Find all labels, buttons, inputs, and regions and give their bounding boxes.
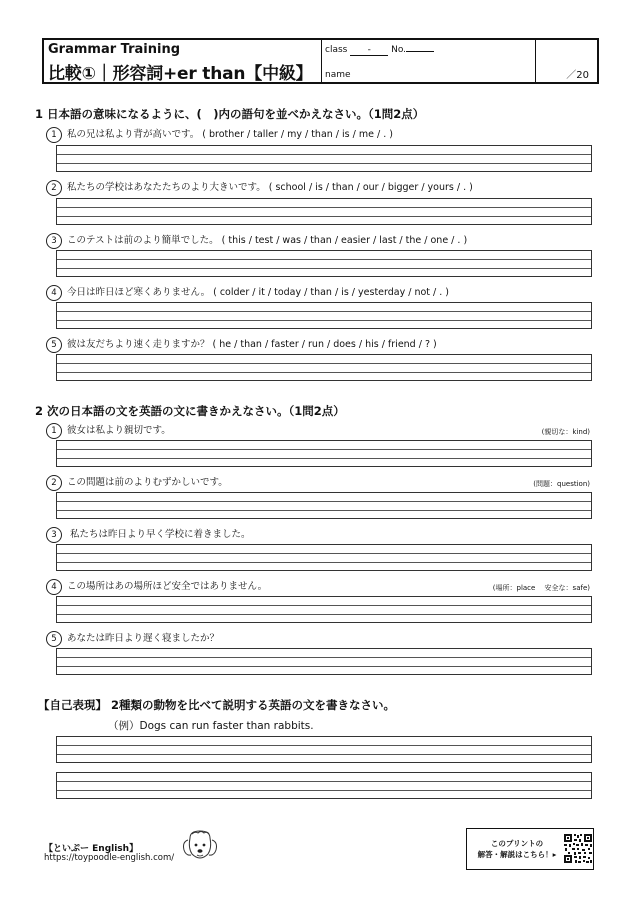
answer-lines[interactable] [56, 302, 592, 329]
worksheet-subtitle: Grammar Training [48, 42, 181, 57]
section2-heading: 2 次の日本語の文を英語の文に書きかえなさい。（1問2点） [35, 404, 345, 418]
question-number: 4 [46, 285, 62, 301]
answer-lines[interactable] [56, 354, 592, 381]
answer-lines[interactable] [56, 596, 592, 623]
promo-line-2: 解答・解説はこちら！▸ [477, 850, 557, 859]
site-url[interactable]: https://toypoodle-english.com/ [44, 853, 175, 863]
question-text: 私の兄は私より背が高いです。 ( brother / taller / my / than / is / me / . ) [67, 129, 393, 140]
s1-question [46, 179, 473, 196]
s1-question [46, 284, 449, 301]
s2-question [46, 630, 219, 647]
question-text: この場所はあの場所ほど安全ではありません。 [67, 581, 268, 592]
vocab-hint: (親切な：kind) [541, 428, 590, 436]
worksheet-header [42, 38, 599, 84]
question-number: 1 [46, 423, 62, 439]
question-text: 今日は昨日ほど寒くありません。 ( colder / it / today / than / is / yesterday / not / . ) [67, 287, 450, 298]
answer-lines[interactable] [56, 145, 592, 172]
promo-line-1: このプリントの [490, 839, 544, 848]
question-text: 彼女は私より親切です。 [67, 425, 171, 436]
s2-question [46, 526, 251, 543]
question-number: 2 [46, 180, 62, 196]
answer-lines[interactable] [56, 736, 592, 763]
qr-code-icon[interactable] [563, 833, 593, 864]
class-blank: - [350, 45, 388, 56]
answer-lines[interactable] [56, 772, 592, 799]
s1-question [46, 336, 437, 353]
answer-lines[interactable] [56, 544, 592, 571]
section1-heading: 1 日本語の意味になるように、( )内の語句を並べかえなさい。（1問2点） [35, 107, 425, 121]
student-info-cell [321, 40, 536, 82]
question-text: 私たちの学校はあなたたちのより大きいです。 ( school / is / than / our / bigger / yours / . ) [67, 182, 473, 193]
question-number: 3 [46, 527, 62, 543]
name-label: name [325, 70, 351, 80]
score-total: ／20 [566, 70, 589, 81]
s1-question [46, 232, 467, 249]
question-number: 1 [46, 127, 62, 143]
answer-lines[interactable] [56, 440, 592, 467]
title-cell [44, 40, 322, 82]
vocab-hint: (問題：question) [533, 480, 590, 488]
answer-key-link[interactable] [466, 828, 594, 870]
answer-lines[interactable] [56, 198, 592, 225]
s2-question [46, 474, 228, 491]
number-blank [406, 51, 434, 52]
answer-key-text [475, 838, 559, 860]
number-label: No. [391, 45, 407, 55]
answer-lines[interactable] [56, 492, 592, 519]
s2-question [46, 422, 171, 439]
answer-lines[interactable] [56, 648, 592, 675]
question-text: あなたは昨日より遅く寝ましたか？ [67, 633, 220, 644]
question-text: このテストは前のより簡単でした。 ( this / test / was / than / easier / last / the / one / . ) [67, 235, 468, 246]
question-number: 5 [46, 337, 62, 353]
class-label: class [325, 45, 348, 55]
vocab-hint: (場所：place 安全な：safe) [492, 584, 590, 592]
example-sentence: （例）Dogs can run faster than rabbits. [108, 720, 314, 732]
brand-name: 【といぷー English】 [44, 844, 139, 854]
question-number: 3 [46, 233, 62, 249]
poodle-logo-icon [180, 830, 220, 864]
question-number: 2 [46, 475, 62, 491]
s1-question [46, 126, 393, 143]
s2-question [46, 578, 267, 595]
question-number: 4 [46, 579, 62, 595]
worksheet-title: 比較①｜形容詞+er than【中級】 [48, 64, 313, 84]
section3-heading: 【自己表現】 2種類の動物を比べて説明する英語の文を書きなさい。 [38, 698, 396, 712]
question-number: 5 [46, 631, 62, 647]
question-text: 私たちは昨日より早く学校に着きました。 [67, 529, 251, 540]
class-field[interactable] [325, 45, 434, 56]
question-text: 彼は友だちより速く走りますか？ ( he / than / faster / run / does / his / friend / ? ) [67, 339, 437, 350]
question-text: この問題は前のよりむずかしいです。 [67, 477, 228, 488]
answer-lines[interactable] [56, 250, 592, 277]
